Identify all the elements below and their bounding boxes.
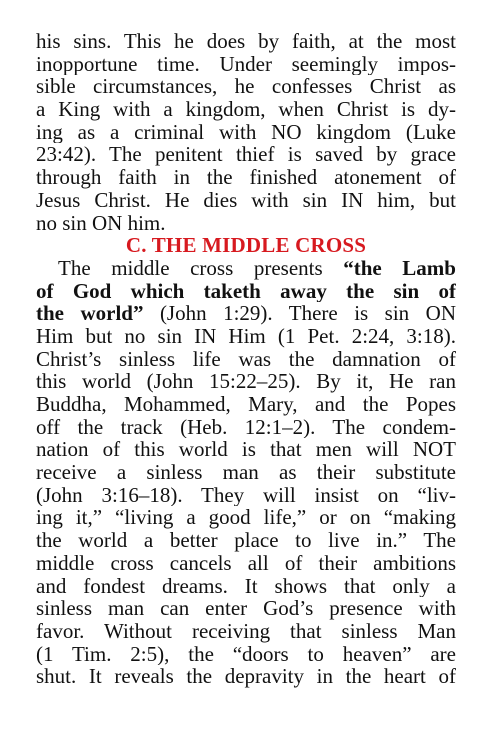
text-line xyxy=(36,257,456,280)
text-line: receive a sinless man as their substitute xyxy=(36,461,456,484)
text-line: Jesus Christ. He dies with sin IN him, but xyxy=(36,188,456,212)
text-line: this world (John 15:22–25). By it, He ran xyxy=(36,370,456,393)
text-line: Buddha, Mohammed, Mary, and the Popes xyxy=(36,393,456,416)
text-run: (John 1:29). There is sin ON xyxy=(143,302,456,325)
text-line: Him but no sin IN Him (1 Pet. 2:24, 3:18). xyxy=(36,324,456,348)
text-line: middle cross cancels all of their ambitions xyxy=(36,551,456,575)
text-line: 23:42). The penitent thief is saved by grace xyxy=(36,143,456,167)
text-line: ing it,” “living a good life,” or on “making xyxy=(36,506,456,530)
text-line: sinless man can enter God’s presence with xyxy=(36,597,456,620)
text-run: The middle cross presents xyxy=(58,256,344,280)
text-line: through faith in the finished atonement of xyxy=(36,166,456,189)
text-line: off the track (Heb. 12:1–2). The condem- xyxy=(36,415,456,439)
text-line: sible circumstances, he confesses Christ as xyxy=(36,75,456,99)
bold-run: the world” xyxy=(36,302,144,325)
text-line: (John 3:16–18). They will insist on “liv- xyxy=(36,483,456,507)
section-heading: C. THE MIDDLE CROSS xyxy=(125,233,367,258)
text-line xyxy=(36,302,456,325)
bold-run: “the Lamb xyxy=(343,256,456,280)
text-line: shut. It reveals the depravity in the heart of xyxy=(36,665,456,688)
text-line: nation of this world is that men will NOT xyxy=(36,438,456,462)
text-line: ing as a criminal with NO kingdom (Luke xyxy=(36,120,456,144)
text-line: a King with a kingdom, when Christ is dy- xyxy=(36,98,456,121)
body-text xyxy=(36,30,456,688)
text-line: Christ’s sinless life was the damnation of xyxy=(36,347,456,371)
text-line: his sins. This he does by faith, at the most xyxy=(36,30,456,53)
text-line: the world a better place to live in.” The xyxy=(36,529,456,552)
text-line: and fondest dreams. It shows that only a xyxy=(36,574,456,598)
text-line: inopportune time. Under seemingly impos- xyxy=(36,52,456,76)
text-line: favor. Without receiving that sinless Man xyxy=(36,619,456,643)
text-line: (1 Tim. 2:5), the “doors to heaven” are xyxy=(36,642,456,666)
text-line: of God which taketh away the sin of xyxy=(36,279,456,303)
text-line: no sin ON him. xyxy=(36,211,166,235)
